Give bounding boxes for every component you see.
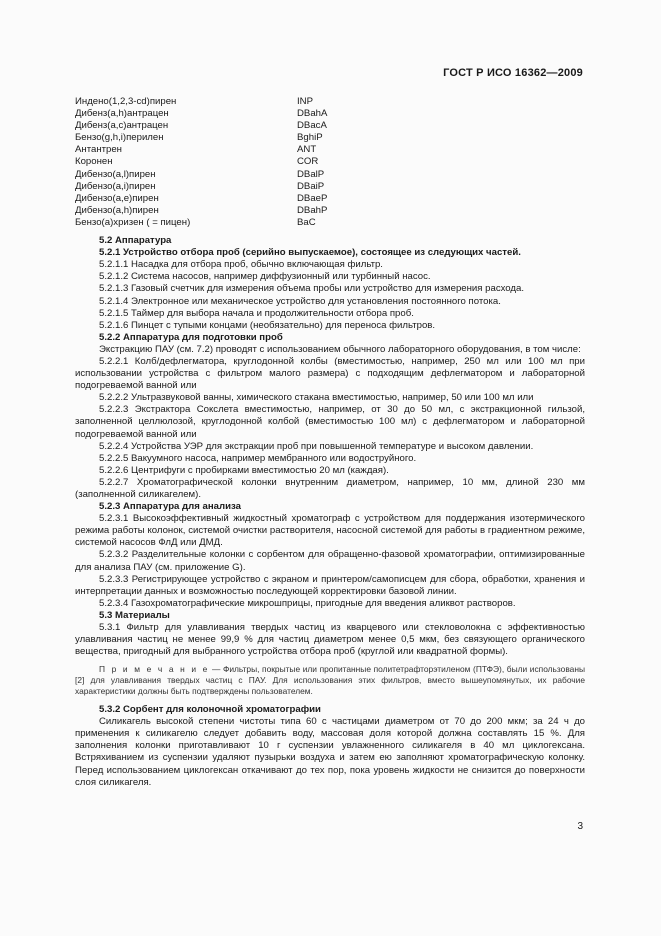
- compound-code: BghiP: [297, 132, 323, 144]
- item-5-2-2-1: 5.2.2.1 Колб/дефлегматора, круглодонной колбы (вместимостью, например, 250 мл или 100 мл при использовании устройства с фильтром малого размера) с подходящим дефлегматором и лабораторной подогреваемой ванной или: [75, 355, 585, 392]
- section-5-3-2-heading: 5.3.2 Сорбент для колоночной хроматографии: [99, 704, 321, 716]
- item-5-2-1-1: 5.2.1.1 Насадка для отбора проб, обычно включающая фильтр.: [99, 259, 383, 271]
- item-5-2-1-6: 5.2.1.6 Пинцет с тупыми концами (необязательно) для переноса фильтров.: [99, 319, 436, 331]
- page-number: 3: [577, 821, 583, 832]
- section-5-2-2-intro: Экстракцию ПАУ (см. 7.2) проводят с использованием обычного лабораторного оборудования, в том числе:: [99, 343, 581, 355]
- compound-name: Дибензо(a,l)пирен: [75, 168, 156, 180]
- item-5-2-2-2: 5.2.2.2 Ультразвуковой ванны, химического стакана вместимостью, например, 50 или 100 мл или: [99, 392, 534, 404]
- compound-code: COR: [297, 156, 319, 168]
- compound-code: DBahA: [297, 108, 328, 120]
- item-5-2-1-2: 5.2.1.2 Система насосов, например диффузионный или турбинный насос.: [99, 271, 431, 283]
- compound-name: Коронен: [75, 156, 113, 168]
- compound-name: Индено(1,2,3-cd)пирен: [75, 96, 177, 107]
- abbreviation-row: [75, 108, 585, 120]
- note: [75, 664, 585, 696]
- compound-name: Дибензо(a,i)пирен: [75, 180, 156, 192]
- item-5-2-3-3: 5.2.3.3 Регистрирующее устройство с экраном и принтером/самописцем для сбора, обработки, хранения и интерпретации данных и возможностью последующей корректировки базовой линии.: [75, 573, 585, 597]
- abbreviation-row: [75, 217, 585, 229]
- item-5-2-1-3: 5.2.1.3 Газовый счетчик для измерения объема пробы или устройство для измерения расхода.: [99, 283, 525, 295]
- abbreviation-row: [75, 132, 585, 144]
- abbreviation-row: [75, 205, 585, 217]
- compound-name: Бензо(a)хризен ( = пицен): [75, 216, 191, 228]
- item-5-2-2-7: 5.2.2.7 Хроматографической колонки внутренним диаметром, например, 10 мм, длиной 230 мм (заполненной силикагелем).: [75, 476, 585, 500]
- abbreviation-row: [75, 156, 585, 168]
- item-5-2-2-4: 5.2.2.4 Устройства УЭР для экстракции проб при повышенной температуре и высоком давлении.: [99, 440, 534, 452]
- compound-code: INP: [297, 96, 313, 107]
- item-5-2-1-5: 5.2.1.5 Таймер для выбора начала и продолжительности отбора проб.: [99, 307, 414, 319]
- item-5-3-1: 5.3.1 Фильтр для улавливания твердых частиц из кварцевого или стекловолокна с эффективностью улавливания частиц не менее 99,9 % для частиц диаметром менее 0,5 мкм, без связующего органического вещества, пригодный для выбранного устройства отбора проб (круглой или квадратной формы).: [75, 622, 585, 658]
- item-5-2-2-6: 5.2.2.6 Центрифуги с пробирками вместимостью 20 мл (каждая).: [99, 464, 389, 476]
- compound-name: Дибенз(a,c)антрацен: [75, 120, 169, 132]
- note-label: П р и м е ч а н и е: [99, 664, 210, 675]
- abbreviation-row: [75, 120, 585, 132]
- section-5-3-heading: 5.3 Материалы: [99, 609, 170, 621]
- item-5-2-3-2: 5.2.3.2 Разделительные колонки с сорбентом для обращенно-фазовой хроматографии, оптимизированные для анализа ПАУ (см. приложение G).: [75, 549, 585, 573]
- compound-name: Дибенз(a,h)антрацен: [75, 108, 169, 120]
- compound-code: DBahP: [297, 204, 328, 216]
- item-5-3-2-text: Силикагель высокой степени чистоты типа 60 с частицами диаметром от 70 до 200 мкм; за 24 ч до применения к силикагелю следует добавить воду, массовая доля которой должна составлять 15 %. Для заполнения колонки приготавливают 10 г суспензии увлажненного силикагеля в 40 мл циклогексана. Встряхиванием из суспензии удаляют пузырьки воздуха и затем ею заполняют хроматографическую колонку. Перед использованием циклогексан откачивают до тех пор, пока уровень жидкости не снизится до поверхности слоя силикагеля.: [75, 716, 585, 788]
- section-5-2-1-heading: 5.2.1 Устройство отбора проб (серийно выпускаемое), состоящее из следующих частей.: [99, 247, 521, 259]
- section-5-2-3-heading: 5.2.3 Аппаратура для анализа: [99, 501, 241, 513]
- content: [75, 96, 585, 789]
- item-5-2-1-4: 5.2.1.4 Электронное или механическое устройство для установления постоянного потока.: [99, 295, 501, 307]
- compound-name: Дибензо(a,e)пирен: [75, 192, 159, 204]
- compound-code: DBalP: [297, 168, 325, 180]
- compound-code: BaC: [297, 216, 316, 228]
- item-5-2-2-5: 5.2.2.5 Вакуумного насоса, например мембранного или водоструйного.: [99, 452, 417, 464]
- item-5-2-3-1: 5.2.3.1 Высокоэффективный жидкостный хроматограф с устройством для поддержания изотермического режима работы колонок, системой очистки растворителя, насосной системой для работы в градиентном режиме, системой насосов ФлД или ДМД.: [75, 513, 585, 549]
- compound-code: DBaeP: [297, 192, 328, 204]
- abbreviation-row: [75, 144, 585, 156]
- item-5-2-3-4: 5.2.3.4 Газохроматографические микрошприцы, пригодные для введения аликвот растворов.: [99, 597, 516, 609]
- compound-name: Дибензо(a,h)пирен: [75, 204, 159, 216]
- abbreviation-row: [75, 181, 585, 193]
- item-5-2-2-3: 5.2.2.3 Экстрактора Сокслета вместимостью, например, от 30 до 50 мл, с экстракционной гильзой, заполненной целлюлозой, круглодонной колбой (вместимостью 100 мл) с дефлегматором и лабораторной подогреваемой ванной или: [75, 404, 585, 440]
- abbreviation-row: [75, 96, 585, 108]
- note-text: — Фильтры, покрытые или пропитанные политетрафторэтиленом (ПТФЭ), были использованы [2] для улавливания твердых частиц с ПАУ. Для использования этих фильтров, вместо вышеупомянутых, их рабочие характеристики должны быть подтверждены пользователем.: [75, 664, 585, 696]
- standard-header: ГОСТ Р ИСО 16362—2009: [443, 67, 583, 79]
- abbreviation-row: [75, 169, 585, 181]
- compound-name: Антантрен: [75, 144, 122, 156]
- section-5-2-heading: 5.2 Аппаратура: [99, 235, 172, 247]
- compound-code: DBacA: [297, 120, 327, 132]
- abbreviation-row: [75, 193, 585, 205]
- compound-code: DBaiP: [297, 180, 325, 192]
- abbreviation-list: [75, 96, 585, 229]
- section-5-2-2-heading: 5.2.2 Аппаратура для подготовки проб: [99, 331, 283, 343]
- compound-code: ANT: [297, 144, 317, 156]
- compound-name: Бензо(g,h,i)перилен: [75, 132, 164, 144]
